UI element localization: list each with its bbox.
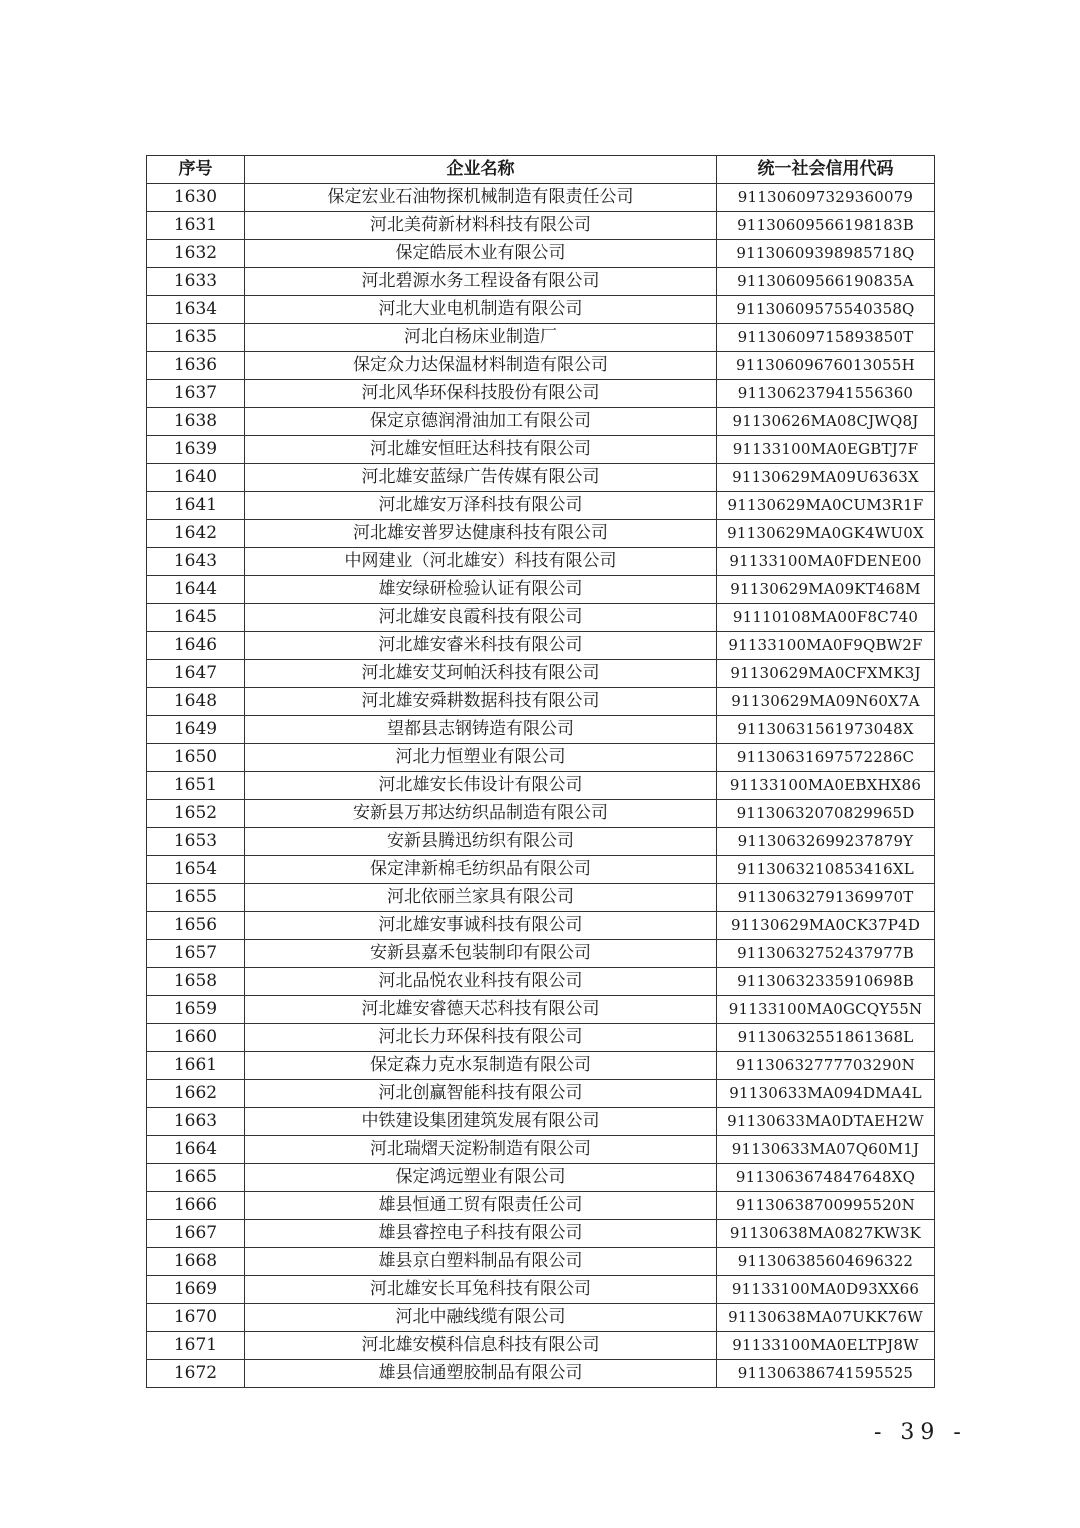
cell-serial-number: 1651 [147,772,245,800]
cell-company-name: 河北雄安睿米科技有限公司 [245,632,717,660]
cell-company-name: 河北雄安恒旺达科技有限公司 [245,436,717,464]
cell-credit-code: 91130609398985718Q [717,240,935,268]
cell-serial-number: 1672 [147,1360,245,1388]
cell-company-name: 河北雄安长伟设计有限公司 [245,772,717,800]
cell-credit-code: 911306237941556360 [717,380,935,408]
cell-serial-number: 1641 [147,492,245,520]
cell-company-name: 河北雄安良霞科技有限公司 [245,604,717,632]
table-row [147,212,935,240]
cell-company-name: 河北雄安睿德天芯科技有限公司 [245,996,717,1024]
table-row [147,240,935,268]
cell-serial-number: 1632 [147,240,245,268]
table-row [147,380,935,408]
cell-company-name: 河北雄安蓝绿广告传媒有限公司 [245,464,717,492]
cell-serial-number: 1640 [147,464,245,492]
cell-company-name: 河北依丽兰家具有限公司 [245,884,717,912]
cell-credit-code: 91133100MA0D93XX66 [717,1276,935,1304]
cell-serial-number: 1661 [147,1052,245,1080]
cell-serial-number: 1664 [147,1136,245,1164]
cell-serial-number: 1663 [147,1108,245,1136]
cell-serial-number: 1667 [147,1220,245,1248]
cell-credit-code: 9113063210853416XL [717,856,935,884]
cell-company-name: 河北力恒塑业有限公司 [245,744,717,772]
enterprise-table [146,155,935,1388]
cell-credit-code: 91130638MA07UKK76W [717,1304,935,1332]
cell-serial-number: 1645 [147,604,245,632]
table-row [147,1276,935,1304]
table-row [147,1332,935,1360]
table-row [147,548,935,576]
cell-credit-code: 91130629MA09U6363X [717,464,935,492]
cell-company-name: 雄县恒通工贸有限责任公司 [245,1192,717,1220]
table-row [147,1136,935,1164]
cell-credit-code: 911306386741595525 [717,1360,935,1388]
cell-credit-code: 91130632335910698B [717,968,935,996]
cell-company-name: 河北雄安模科信息科技有限公司 [245,1332,717,1360]
cell-company-name: 河北雄安普罗达健康科技有限公司 [245,520,717,548]
table-row [147,744,935,772]
cell-credit-code: 91133100MA0EBXHX86 [717,772,935,800]
cell-credit-code: 91133100MA0GCQY55N [717,996,935,1024]
cell-company-name: 安新县腾迅纺织有限公司 [245,828,717,856]
cell-company-name: 保定鸿远塑业有限公司 [245,1164,717,1192]
table-row [147,604,935,632]
cell-serial-number: 1643 [147,548,245,576]
table-row [147,1024,935,1052]
cell-company-name: 河北品悦农业科技有限公司 [245,968,717,996]
cell-serial-number: 1648 [147,688,245,716]
cell-serial-number: 1649 [147,716,245,744]
table-row [147,1192,935,1220]
cell-company-name: 雄县京白塑料制品有限公司 [245,1248,717,1276]
cell-credit-code: 91130609676013055H [717,352,935,380]
cell-serial-number: 1642 [147,520,245,548]
cell-credit-code: 91130638700995520N [717,1192,935,1220]
cell-company-name: 中网建业（河北雄安）科技有限公司 [245,548,717,576]
cell-credit-code: 91130632551861368L [717,1024,935,1052]
table-row [147,1304,935,1332]
table-row [147,772,935,800]
table-row [147,324,935,352]
cell-company-name: 雄安绿研检验认证有限公司 [245,576,717,604]
cell-company-name: 保定京德润滑油加工有限公司 [245,408,717,436]
cell-company-name: 河北雄安万泽科技有限公司 [245,492,717,520]
cell-credit-code: 91130633MA0DTAEH2W [717,1108,935,1136]
cell-credit-code: 91130629MA09N60X7A [717,688,935,716]
cell-serial-number: 1659 [147,996,245,1024]
cell-credit-code: 91130609575540358Q [717,296,935,324]
table-row [147,576,935,604]
cell-company-name: 河北碧源水务工程设备有限公司 [245,268,717,296]
cell-company-name: 河北雄安事诚科技有限公司 [245,912,717,940]
cell-company-name: 河北美荷新材料科技有限公司 [245,212,717,240]
cell-serial-number: 1653 [147,828,245,856]
cell-credit-code: 91130632777703290N [717,1052,935,1080]
table-row [147,1052,935,1080]
cell-company-name: 河北雄安舜耕数据科技有限公司 [245,688,717,716]
table-row [147,352,935,380]
cell-company-name: 安新县嘉禾包装制印有限公司 [245,940,717,968]
cell-company-name: 保定皓辰木业有限公司 [245,240,717,268]
cell-credit-code: 911306097329360079 [717,184,935,212]
cell-serial-number: 1662 [147,1080,245,1108]
cell-company-name: 保定森力克水泵制造有限公司 [245,1052,717,1080]
table-row [147,828,935,856]
table-body [147,184,935,1388]
table-row [147,296,935,324]
table-row [147,912,935,940]
cell-serial-number: 1654 [147,856,245,884]
cell-serial-number: 1660 [147,1024,245,1052]
cell-credit-code: 91130633MA094DMA4L [717,1080,935,1108]
table-row [147,408,935,436]
cell-credit-code: 91130626MA08CJWQ8J [717,408,935,436]
cell-company-name: 河北创赢智能科技有限公司 [245,1080,717,1108]
table-row [147,1108,935,1136]
table-row [147,800,935,828]
cell-company-name: 雄县信通塑胶制品有限公司 [245,1360,717,1388]
cell-serial-number: 1657 [147,940,245,968]
cell-credit-code: 91110108MA00F8C740 [717,604,935,632]
cell-company-name: 河北中融线缆有限公司 [245,1304,717,1332]
table-row [147,1360,935,1388]
cell-credit-code: 9113063674847648XQ [717,1164,935,1192]
cell-company-name: 保定众力达保温材料制造有限公司 [245,352,717,380]
cell-serial-number: 1668 [147,1248,245,1276]
cell-credit-code: 91130629MA09KT468M [717,576,935,604]
cell-credit-code: 91130631697572286C [717,744,935,772]
cell-company-name: 河北大业电机制造有限公司 [245,296,717,324]
table-row [147,1164,935,1192]
cell-company-name: 河北长力环保科技有限公司 [245,1024,717,1052]
cell-credit-code: 91130632752437977B [717,940,935,968]
cell-serial-number: 1636 [147,352,245,380]
cell-credit-code: 91133100MA0ELTPJ8W [717,1332,935,1360]
table-row [147,520,935,548]
enterprise-table-container [146,155,934,1388]
table-row [147,940,935,968]
cell-serial-number: 1670 [147,1304,245,1332]
table-row [147,688,935,716]
cell-credit-code: 91130632699237879Y [717,828,935,856]
cell-serial-number: 1630 [147,184,245,212]
cell-serial-number: 1652 [147,800,245,828]
table-row [147,184,935,212]
cell-company-name: 河北风华环保科技股份有限公司 [245,380,717,408]
table-row [147,1248,935,1276]
cell-credit-code: 91130632791369970T [717,884,935,912]
cell-credit-code: 91130632070829965D [717,800,935,828]
cell-serial-number: 1658 [147,968,245,996]
cell-serial-number: 1646 [147,632,245,660]
cell-company-name: 河北白杨床业制造厂 [245,324,717,352]
cell-credit-code: 91130629MA0CUM3R1F [717,492,935,520]
cell-serial-number: 1644 [147,576,245,604]
cell-credit-code: 91130631561973048X [717,716,935,744]
cell-company-name: 保定宏业石油物探机械制造有限责任公司 [245,184,717,212]
table-row [147,716,935,744]
cell-company-name: 河北雄安长耳兔科技有限公司 [245,1276,717,1304]
cell-serial-number: 1665 [147,1164,245,1192]
cell-credit-code: 91133100MA0EGBTJ7F [717,436,935,464]
cell-serial-number: 1656 [147,912,245,940]
cell-serial-number: 1671 [147,1332,245,1360]
cell-company-name: 雄县睿控电子科技有限公司 [245,1220,717,1248]
cell-credit-code: 91130609566198183B [717,212,935,240]
cell-serial-number: 1633 [147,268,245,296]
table-row [147,632,935,660]
table-row [147,1080,935,1108]
table-row [147,268,935,296]
table-row [147,464,935,492]
table-row [147,492,935,520]
page-number: - 39 - [874,1420,967,1445]
header-credit-code: 统一社会信用代码 [717,156,935,184]
cell-serial-number: 1637 [147,380,245,408]
cell-company-name: 保定津新棉毛纺织品有限公司 [245,856,717,884]
table-row [147,1220,935,1248]
cell-credit-code: 911306385604696322 [717,1248,935,1276]
cell-company-name: 安新县万邦达纺织品制造有限公司 [245,800,717,828]
cell-serial-number: 1634 [147,296,245,324]
table-row [147,996,935,1024]
cell-credit-code: 91133100MA0F9QBW2F [717,632,935,660]
cell-company-name: 望都县志钢铸造有限公司 [245,716,717,744]
table-header-row [147,156,935,184]
cell-serial-number: 1631 [147,212,245,240]
cell-company-name: 中铁建设集团建筑发展有限公司 [245,1108,717,1136]
table-row [147,660,935,688]
cell-credit-code: 91130609566190835A [717,268,935,296]
cell-serial-number: 1655 [147,884,245,912]
cell-credit-code: 91130609715893850T [717,324,935,352]
table-row [147,884,935,912]
cell-company-name: 河北雄安艾珂帕沃科技有限公司 [245,660,717,688]
table-row [147,968,935,996]
cell-serial-number: 1638 [147,408,245,436]
cell-serial-number: 1647 [147,660,245,688]
cell-credit-code: 91130629MA0GK4WU0X [717,520,935,548]
table-row [147,856,935,884]
table-row [147,436,935,464]
cell-credit-code: 91130633MA07Q60M1J [717,1136,935,1164]
cell-credit-code: 91133100MA0FDENE00 [717,548,935,576]
cell-company-name: 河北瑞熠天淀粉制造有限公司 [245,1136,717,1164]
cell-serial-number: 1669 [147,1276,245,1304]
header-serial-number: 序号 [147,156,245,184]
cell-credit-code: 91130629MA0CK37P4D [717,912,935,940]
cell-serial-number: 1666 [147,1192,245,1220]
cell-credit-code: 91130629MA0CFXMK3J [717,660,935,688]
cell-serial-number: 1635 [147,324,245,352]
cell-serial-number: 1639 [147,436,245,464]
cell-credit-code: 91130638MA0827KW3K [717,1220,935,1248]
header-company-name: 企业名称 [245,156,717,184]
cell-serial-number: 1650 [147,744,245,772]
